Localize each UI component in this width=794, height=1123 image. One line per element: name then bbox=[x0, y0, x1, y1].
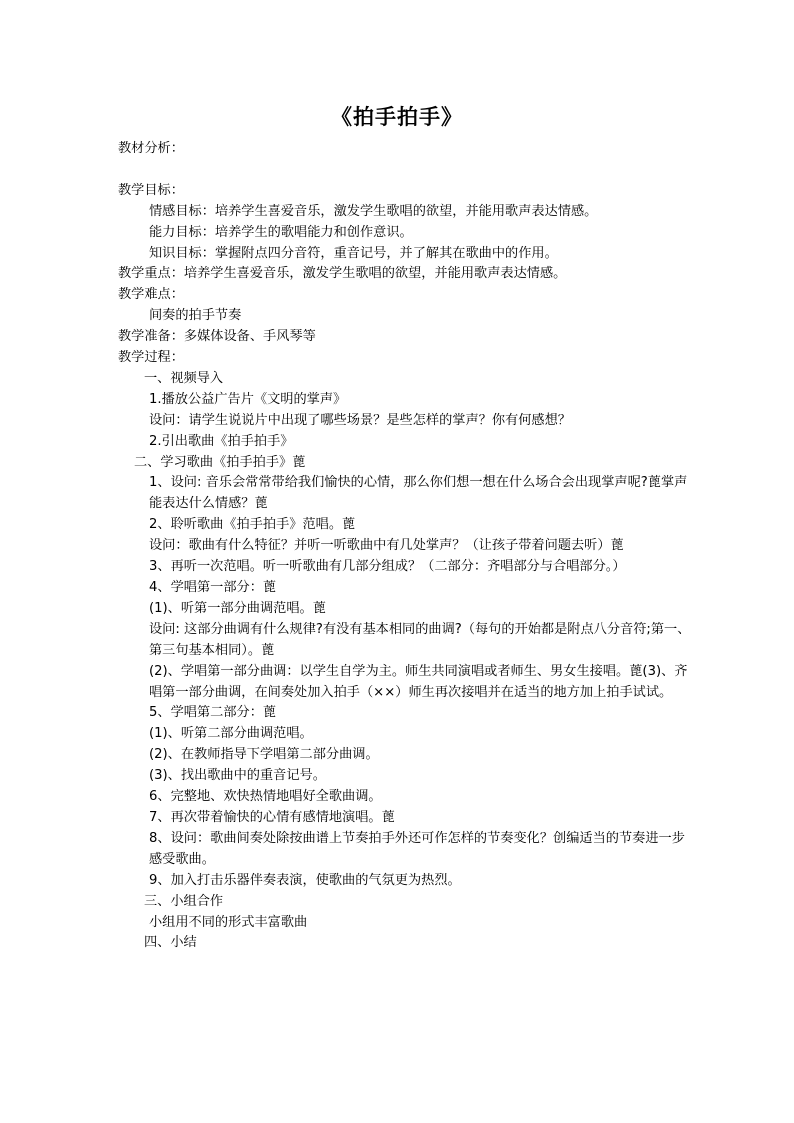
section-heading-process: 教学过程： bbox=[118, 350, 184, 366]
section-heading-objectives: 教学目标： bbox=[118, 182, 184, 198]
learn-item-3: 3、再听一次范唱。听一听歌曲有几部分组成？（二部分：齐唱部分与合唱部分。） bbox=[149, 559, 626, 575]
learn-item-6: 6、完整地、欢快热情地唱好全歌曲调。 bbox=[149, 789, 382, 805]
section-preparation: 教学准备：多媒体设备、手风琴等 bbox=[118, 329, 316, 345]
step-1-play-ad: 1.播放公益广告片《文明的掌声》 bbox=[149, 391, 347, 407]
step-video-intro: 一、视频导入 bbox=[144, 370, 224, 386]
learn-item-2: 2、聆听歌曲《拍手拍手》范唱。蓖 bbox=[149, 517, 356, 533]
objective-knowledge: 知识目标：掌握附点四分音符，重音记号，并了解其在歌曲中的作用。 bbox=[149, 245, 558, 261]
step-summary: 四、小结 bbox=[144, 935, 197, 951]
document-title: 《拍手拍手》 bbox=[331, 104, 463, 129]
step-2-introduce-song: 2.引出歌曲《拍手拍手》 bbox=[149, 433, 294, 449]
learn-item-5: 5、学唱第二部分：蓖 bbox=[149, 705, 277, 721]
section-heading-material-analysis: 教材分析： bbox=[118, 141, 184, 156]
learn-item-2-question: 设问：歌曲有什么特征？并听一听歌曲中有几处掌声？（让孩子带着问题去听）蓖 bbox=[149, 538, 624, 554]
step-group-work: 三、小组合作 bbox=[144, 893, 224, 909]
step-1-question: 设问：请学生说说片中出现了哪些场景？是些怎样的掌声？你有何感想？ bbox=[149, 412, 571, 428]
section-key-points: 教学重点：培养学生喜爱音乐，激发学生歌唱的欲望，并能用歌声表达情感。 bbox=[118, 266, 567, 282]
learn-item-4-1: (1)、听第一部分曲调范唱。蓖 bbox=[149, 600, 326, 616]
learn-item-1: 1、设问: 音乐会常常带给我们愉快的心情，那么你们想一想在什么场合会出现掌声呢?蓖掌声能表达什么情感？蓖 bbox=[149, 475, 688, 512]
learn-item-4-question: 设问: 这部分曲调有什么规律?有没有基本相同的曲调?（每句的开始都是附点八分音符;第一、第三句基本相同）。蓖 bbox=[149, 621, 691, 658]
difficulty-text: 间奏的拍手节奏 bbox=[149, 308, 242, 324]
learn-item-4: 4、学唱第一部分：蓖 bbox=[149, 580, 277, 596]
section-heading-difficulties: 教学难点： bbox=[118, 287, 184, 303]
group-work-text: 小组用不同的形式丰富歌曲 bbox=[149, 914, 308, 930]
blank-line bbox=[118, 160, 692, 181]
learn-item-5-3: (3)、找出歌曲中的重音记号。 bbox=[149, 768, 326, 784]
learn-item-9: 9、加入打击乐器伴奏表演，使歌曲的气氛更为热烈。 bbox=[149, 872, 461, 888]
document-body bbox=[118, 139, 692, 954]
learn-item-5-1: (1)、听第二部分曲调范唱。 bbox=[149, 726, 313, 742]
objective-ability: 能力目标：培养学生的歌唱能力和创作意识。 bbox=[149, 224, 413, 240]
learn-item-8: 8、设问：歌曲间奏处除按曲谱上节奏拍手外还可作怎样的节奏变化？创编适当的节奏进一步感受歌曲。 bbox=[149, 830, 685, 867]
objective-emotional: 情感目标：培养学生喜爱音乐，激发学生歌唱的欲望，并能用歌声表达情感。 bbox=[149, 203, 598, 219]
step-learn-song: 二、学习歌曲《拍手拍手》蓖 bbox=[134, 454, 306, 470]
learn-item-4-2: (2)、学唱第一部分曲调：以学生自学为主。师生共同演唱或者师生、男女生接唱。蓖(3)、齐唱第一部分曲调，在间奏处加入拍手（××）师生再次接唱并在适当的地方加上拍手试试。 bbox=[149, 663, 688, 700]
learn-item-7: 7、再次带着愉快的心情有感情地演唱。蓖 bbox=[149, 809, 395, 825]
learn-item-5-2: (2)、在教师指导下学唱第二部分曲调。 bbox=[149, 747, 379, 763]
